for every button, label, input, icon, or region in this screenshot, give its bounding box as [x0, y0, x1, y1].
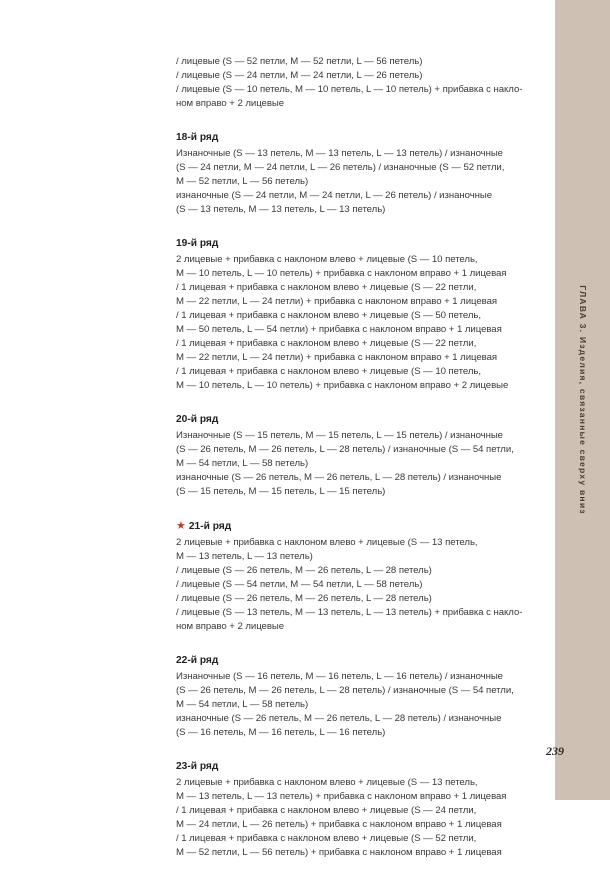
text-line: M — 10 петель, L — 10 петель) + прибавка с наклоном вправо + 1 лицевая	[176, 268, 507, 279]
text-line: ном вправо + 2 лицевые	[176, 621, 285, 632]
text-line: / 1 лицевая + прибавка с наклоном влево + лицевые (S — 22 петли,	[176, 338, 477, 349]
text-line: (S — 15 петель, M — 15 петель, L — 15 петель)	[176, 486, 386, 497]
row-22-heading: 22-й ряд	[176, 655, 219, 666]
text-line: (S — 26 петель, M — 26 петель, L — 28 петель) / изнаночные (S — 54 петли,	[176, 685, 514, 696]
row-21-section	[176, 519, 536, 634]
row-20-section	[176, 413, 536, 499]
pattern-instructions	[176, 55, 536, 880]
row-19-heading: 19-й ряд	[176, 238, 219, 249]
text-line: Изнаночные (S — 16 петель, M — 16 петель, L — 16 петель) / изнаночные	[176, 671, 503, 682]
text-line: / 1 лицевая + прибавка с наклоном влево + лицевые (S — 52 петли,	[176, 833, 477, 844]
text-line: изнаночные (S — 24 петли, M — 24 петли, L — 26 петель) / изнаночные	[176, 190, 493, 201]
text-line: / лицевые (S — 54 петли, M — 54 петли, L — 58 петель)	[176, 579, 423, 590]
page-number: 239	[546, 744, 564, 758]
text-line: / лицевые (S — 52 петли, M — 52 петли, L — 56 петель)	[176, 56, 423, 67]
text-line: / лицевые (S — 26 петель, M — 26 петель, L — 28 петель)	[176, 565, 432, 576]
text-line: (S — 26 петель, M — 26 петель, L — 28 петель) / изнаночные (S — 54 петли,	[176, 444, 514, 455]
text-line: / лицевые (S — 10 петель, M — 10 петель, L — 10 петель) + прибавка с накло-	[176, 84, 523, 95]
text-line: Изнаночные (S — 13 петель, M — 13 петель, L — 13 петель) / изнаночные	[176, 148, 503, 159]
text-line: / лицевые (S — 26 петель, M — 26 петель, L — 28 петель)	[176, 593, 432, 604]
text-line: 2 лицевые + прибавка с наклоном влево + лицевые (S — 13 петель,	[176, 537, 478, 548]
text-line: / лицевые (S — 13 петель, M — 13 петель, L — 13 петель) + прибавка с накло-	[176, 607, 523, 618]
text-line: 2 лицевые + прибавка с наклоном влево + лицевые (S — 10 петель,	[176, 254, 478, 265]
text-line: M — 13 петель, L — 13 петель)	[176, 551, 313, 562]
row-21-heading-text: 21-й ряд	[188, 521, 232, 532]
chapter-sidebar	[555, 0, 610, 800]
text-line: / 1 лицевая + прибавка с наклоном влево + лицевые (S — 22 петли,	[176, 282, 477, 293]
text-line: (S — 16 петель, M — 16 петель, L — 16 петель)	[176, 727, 386, 738]
text-line: M — 52 петли, L — 56 петель)	[176, 176, 309, 187]
text-line: Изнаночные (S — 15 петель, M — 15 петель, L — 15 петель) / изнаночные	[176, 430, 503, 441]
row-19-section	[176, 237, 536, 393]
star-icon: ★	[176, 520, 186, 532]
text-line: M — 22 петли, L — 24 петли) + прибавка с наклоном вправо + 1 лицевая	[176, 296, 498, 307]
intro-block	[176, 55, 536, 111]
row-23-heading: 23-й ряд	[176, 761, 219, 772]
text-line: M — 54 петли, L — 58 петель)	[176, 458, 309, 469]
text-line: M — 54 петли, L — 58 петель)	[176, 699, 309, 710]
text-line: / лицевые (S — 24 петли, M — 24 петли, L — 26 петель)	[176, 70, 423, 81]
text-line: M — 13 петель, L — 13 петель) + прибавка с наклоном вправо + 1 лицевая	[176, 791, 507, 802]
text-line: M — 22 петли, L — 24 петли) + прибавка с наклоном вправо + 1 лицевая	[176, 352, 498, 363]
text-line: изнаночные (S — 26 петель, M — 26 петель, L — 28 петель) / изнаночные	[176, 713, 502, 724]
row-20-heading: 20-й ряд	[176, 414, 219, 425]
row-21-heading	[176, 519, 536, 534]
text-line: / 1 лицевая + прибавка с наклоном влево + лицевые (S — 24 петли,	[176, 805, 477, 816]
text-line: M — 24 петли, L — 26 петель) + прибавка с наклоном вправо + 1 лицевая	[176, 819, 502, 830]
chapter-title: ГЛАВА 3. Изделия, связанные сверху вниз	[578, 285, 588, 515]
text-line: 2 лицевые + прибавка с наклоном влево + лицевые (S — 13 петель,	[176, 777, 478, 788]
row-23-section	[176, 760, 536, 860]
text-line: M — 50 петель, L — 54 петли) + прибавка с наклоном вправо + 1 лицевая	[176, 324, 502, 335]
text-line: M — 52 петли, L — 56 петель) + прибавка с наклоном вправо + 1 лицевая	[176, 847, 502, 858]
text-line: изнаночные (S — 26 петель, M — 26 петель, L — 28 петель) / изнаночные	[176, 472, 502, 483]
text-line: / 1 лицевая + прибавка с наклоном влево + лицевые (S — 50 петель,	[176, 310, 481, 321]
text-line: (S — 13 петель, M — 13 петель, L — 13 петель)	[176, 204, 386, 215]
row-18-section	[176, 131, 536, 217]
text-line: ном вправо + 2 лицевые	[176, 98, 285, 109]
text-line: / 1 лицевая + прибавка с наклоном влево + лицевые (S — 10 петель,	[176, 366, 481, 377]
row-18-heading: 18-й ряд	[176, 132, 219, 143]
row-22-section	[176, 654, 536, 740]
text-line: M — 10 петель, L — 10 петель) + прибавка с наклоном вправо + 2 лицевые	[176, 380, 509, 391]
text-line: (S — 24 петли, M — 24 петли, L — 26 петель) / изнаночные (S — 52 петли,	[176, 162, 505, 173]
